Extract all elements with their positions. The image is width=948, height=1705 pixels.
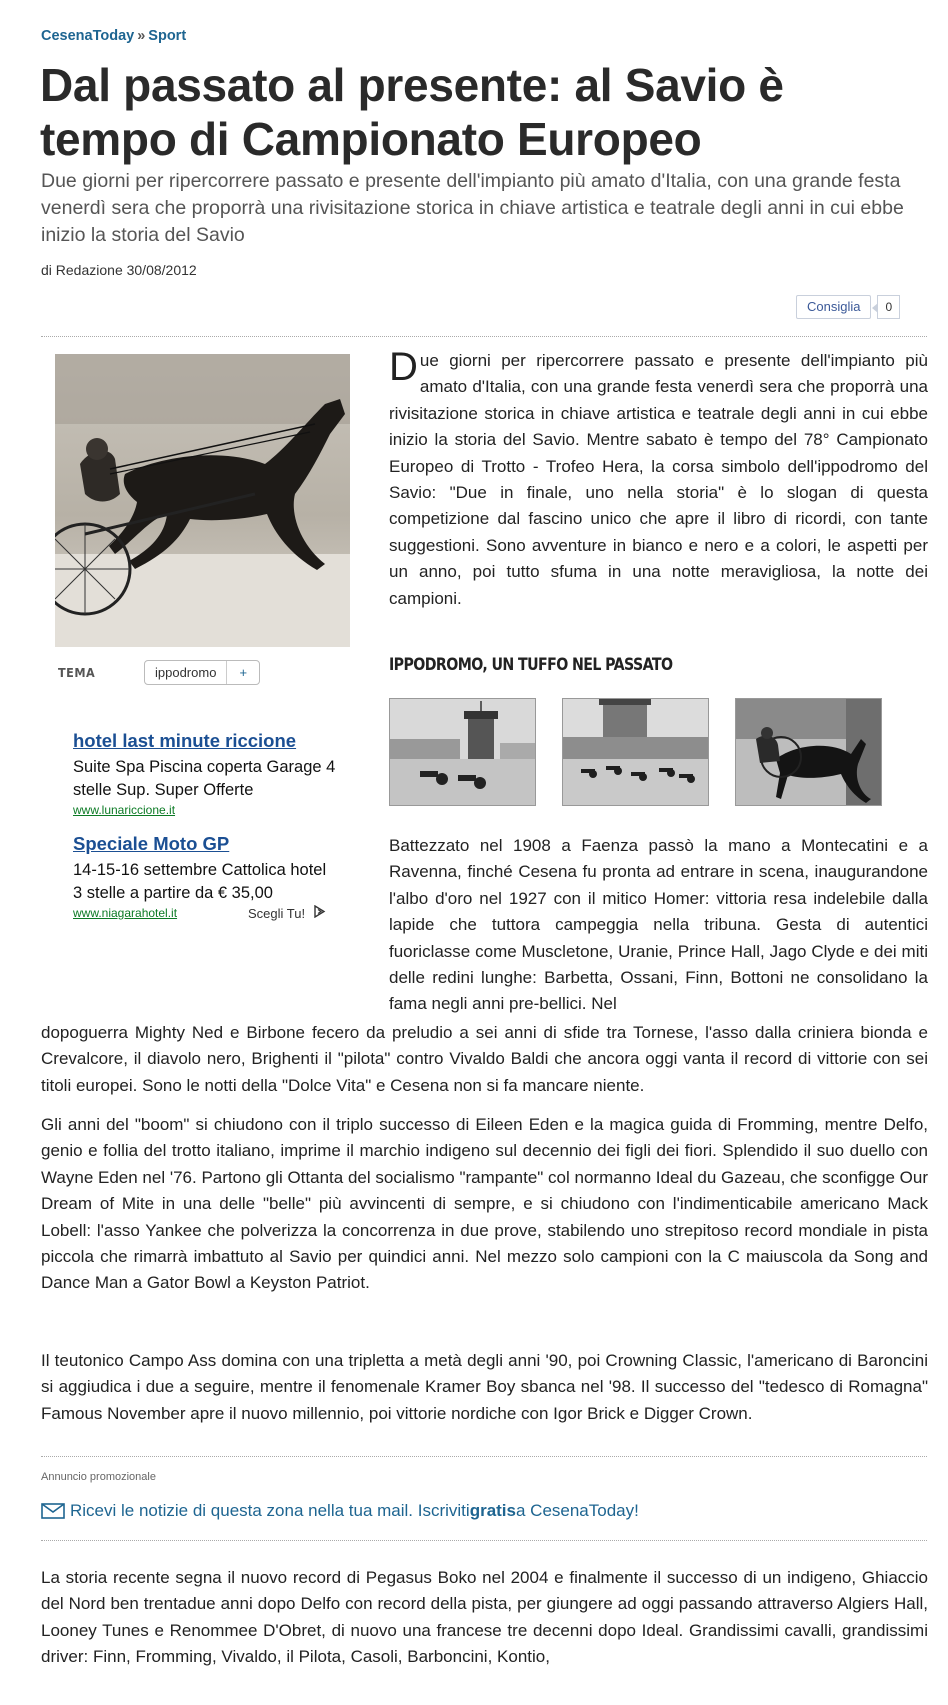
- article-main-image[interactable]: [55, 354, 350, 647]
- section-heading: IPPODROMO, UN TUFFO NEL PASSATO: [389, 655, 673, 674]
- gallery-thumbnail[interactable]: [562, 698, 709, 806]
- sponsored-ads: [73, 730, 338, 932]
- facebook-like-box: [796, 295, 900, 319]
- ad-text: 14-15-16 settembre Cattolica hotel 3 stelle a partire da € 35,00: [73, 861, 327, 902]
- gallery-thumbnail[interactable]: [389, 698, 536, 806]
- grandstand-photo: [390, 699, 536, 806]
- gallery-thumbnail[interactable]: [735, 698, 882, 806]
- finish-line-photo: [736, 699, 882, 806]
- breadcrumb-separator: »: [137, 28, 146, 44]
- article-paragraph: La storia recente segna il nuovo record di Pegasus Boko nel 2004 e finalmente il successo di un indigeno, Ghiaccio del Nord ben trentadue anni dopo Delfo con record della pista, per giungere ad oggi passando attraverso Algiers Hall, Looney Tunes e Renommee D'Obret, di nuovo una francese tre decenni dopo Ideal. Grandissimi cavalli, grandissimi driver: Finn, Fromming, Vivaldo, il Pilota, Casoli, Barboncini, Kontio,: [41, 1568, 928, 1667]
- ad-choices-label: Scegli Tu!: [248, 906, 306, 921]
- article-title: Dal passato al presente: al Savio è tempo di Campionato Europeo: [40, 59, 784, 165]
- newsletter-text-bold: gratis: [469, 1501, 516, 1520]
- envelope-icon: [41, 1503, 65, 1519]
- ad-title-link[interactable]: hotel last minute riccione: [73, 730, 297, 751]
- ad-choices-button[interactable]: [248, 905, 326, 921]
- tag-add-button[interactable]: +: [239, 665, 248, 680]
- tema-label: TEMA: [58, 665, 96, 680]
- ad-text: Suite Spa Piscina coperta Garage 4 stelle Sup. Super Offerte: [73, 758, 336, 799]
- ad-item: [73, 833, 338, 922]
- article-byline: di Redazione 30/08/2012: [41, 262, 197, 278]
- ad-url-link[interactable]: www.lunariccione.it: [73, 803, 176, 817]
- ad-title-link[interactable]: Speciale Moto GP: [73, 833, 230, 854]
- article-subtitle: Due giorni per ripercorrere passato e presente dell'impianto più amato d'Italia, con una grande festa venerdì sera che proporrà una rivisitazione storica in chiave artistica e teatrale degli anni in cui ebbe inizio la storia del Savio: [41, 170, 904, 246]
- article-paragraph-continued: dopoguerra Mighty Ned e Birbone fecero da preludio a sei anni di sfide tra Tornese, l'asso dalla criniera bionda e Crevalcore, il diavolo nero, Brighenti il "pilota" contro Vivaldo Baldi che ancora oggi vanta il record di vittorie con sei titoli europei. Sono le notti della "Dolce Vita" e Cesena non si fa mancare niente.: [41, 1023, 928, 1095]
- tema-row: [58, 660, 260, 685]
- header-divider: [41, 336, 927, 337]
- lead-text: ue giorni per ripercorrere passato e presente dell'impianto più amato d'Italia, con una grande festa venerdì sera che proporrà una rivisitazione storica in chiave artistica e teatrale degli anni in cui ebbe inizio la storia del Savio. Mentre sabato è tempo del 78° Campionato Europeo di Trotto - Trofeo Hera, la corsa simbolo dell'ippodromo del Savio: "Due in finale, uno nella storia" è lo slogan di questa competizione dal fascino unico che apre il libro di ricordi, con tante suggestioni. Sono avventure in bianco e nero e a colori, le aspetti per un anno, poi tutto sfuma in una notte meravigliosa, la notte dei campioni.: [389, 351, 928, 608]
- promo-divider-top: [41, 1456, 927, 1457]
- article-lead-paragraph: [389, 345, 928, 612]
- adchoices-icon: [313, 905, 326, 921]
- like-count: 0: [877, 295, 900, 319]
- photo-gallery: [389, 698, 882, 806]
- breadcrumb-section-link[interactable]: Sport: [148, 28, 187, 44]
- promo-divider-bottom: [41, 1540, 927, 1541]
- newsletter-signup-link[interactable]: [41, 1501, 639, 1521]
- article-paragraph: Battezzato nel 1908 a Faenza passò la mano a Montecatini e a Ravenna, finché Cesena fu pronta ad entrare in scena, inaugurandone l'albo d'oro nel 1927 con il mitico Homer: vittoria resa indelebile dalla lapide che tuttora campeggia nella tribuna. Gesta di autentici fuoriclasse come Muscletone, Uranie, Prince Hall, Jago Clyde e dei miti delle redini lunghe: Barbetta, Ossani, Finn, Bottoni ne consolidano la fama negli anni pre-bellici. Nel: [389, 836, 928, 1014]
- article-paragraph: Gli anni del "boom" si chiudono con il triplo successo di Eileen Eden e la magica guida di Fromming, mentre Delfo, genio e follia del trotto italiano, imprime il marchio indigeno sul decennio dei figli dei fiori. Splendido il suo duello con Wayne Eden nel '76. Partono gli Ottanta del socialismo "rampante" col normanno Ideal du Gazeau, che sconfigge Our Dream of Mite in una delle "belle" più avvincenti di sempre, e si chiudono con l'indimenticabile americano Mack Lobell: l'asso Yankee che polverizza la concorrenza in due prove, stabilendo uno strepitoso record mondiale in pista piccola che rimarrà imbattuto al Savio per quindici anni. Nel mezzo solo campioni con la C maiuscola da Song and Dance Man a Gator Bowl a Keyston Patriot.: [41, 1115, 928, 1293]
- breadcrumb-site-link[interactable]: CesenaToday: [41, 28, 135, 44]
- like-button[interactable]: Consiglia: [796, 295, 871, 319]
- newsletter-text-post: a CesenaToday!: [515, 1501, 639, 1520]
- drop-cap: D: [389, 345, 418, 389]
- promo-label: Annuncio promozionale: [41, 1471, 156, 1483]
- ad-item: [73, 730, 338, 819]
- breadcrumb: [41, 28, 186, 44]
- newsletter-text-pre: Ricevi le notizie di questa zona nella tua mail. Iscriviti: [70, 1501, 470, 1520]
- article-paragraph: Il teutonico Campo Ass domina con una tripletta a metà degli anni '90, poi Crowning Classic, l'americano di Baroncini si aggiudica i due a seguire, mentre il fenomenale Kramer Boy sbanca nel '98. Il successo del "tedesco di Romagna" Famous November apre il nuovo millennio, poi vittorie nordiche con Igor Brick e Digger Crown.: [41, 1351, 928, 1423]
- trotting-horse-photo: [55, 354, 350, 647]
- tag-name[interactable]: ippodromo: [145, 661, 227, 684]
- ad-url-link[interactable]: www.niagarahotel.it: [73, 906, 178, 920]
- race-track-photo: [563, 699, 709, 806]
- tag-ippodromo[interactable]: [144, 660, 260, 685]
